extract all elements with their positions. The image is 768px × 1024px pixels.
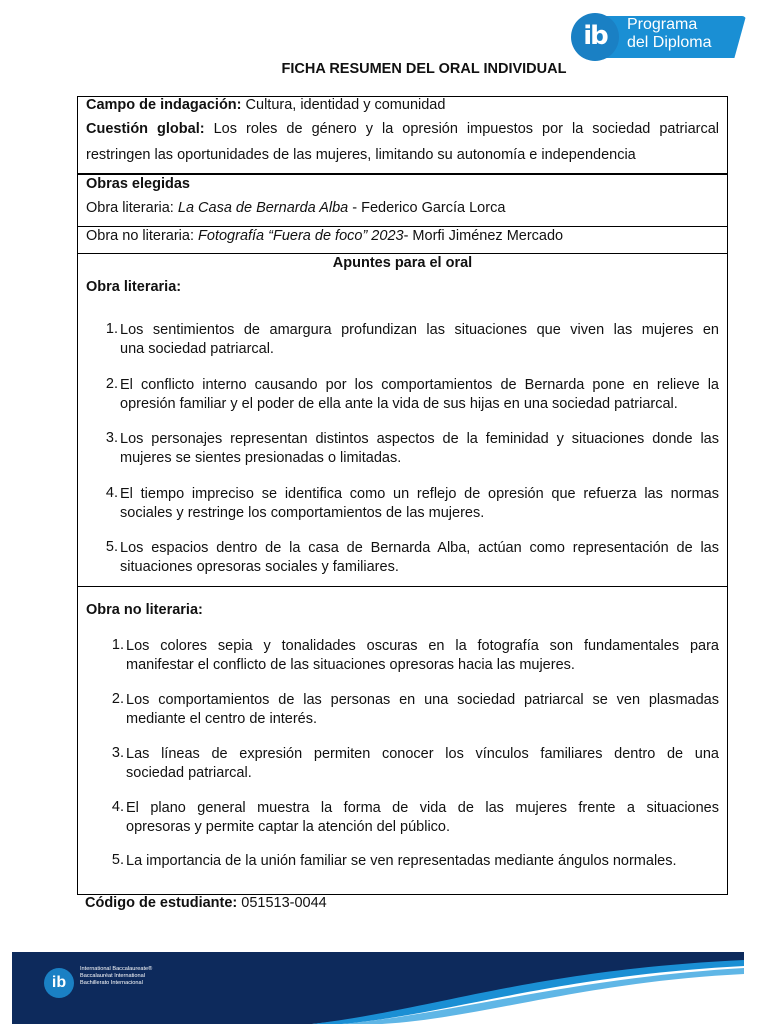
student-code-value: 051513-0044 — [237, 895, 327, 911]
literaria-heading: Obra literaria: — [86, 279, 182, 295]
student-code-label: Código de estudiante: — [85, 895, 238, 911]
apuntes-literaria-row: Apuntes para el oral Obra literaria: 1. Los sentimientos de amargura profundizan las situaciones que viven las mujeres en una sociedad patriarcal. 2. El conflicto interno causando por los comportamientos de Bernarda pone en relieve la opresión familiar y el poder de ella ante la vida de sus hijas en una sociedad patriarcal. 3. Los personajes representan distintos aspectos de la feminidad y situaciones donde las mujeres se sientes presionadas o limitadas. 4. El tiempo impreciso se identifica como un reflejo de opresión que refuerza las normas sociales y restringe los comportamientos de las mujeres. 5. Los espacios dentro de la casa de Bernarda Alba, actúan como representación de las situaciones opresoras sociales y familiares. — [78, 254, 727, 587]
footer-wave-graphic — [12, 952, 744, 1024]
obra-literaria-title: La Casa de Bernarda Alba — [177, 200, 349, 216]
obras-row — [78, 175, 727, 227]
campo-value: Cultura, identidad y comunidad — [241, 97, 446, 113]
cuestion-line-2: restringen las oportunidades de las mujeres, limitando su autonomía e independencia — [86, 147, 636, 163]
document-title: FICHA RESUMEN DEL ORAL INDIVIDUAL — [281, 61, 567, 77]
obra-no-literaria-row — [78, 227, 727, 254]
summary-table — [77, 96, 728, 895]
apuntes-heading: Apuntes para el oral — [332, 255, 473, 271]
logo-text: Programa del Diploma — [627, 16, 712, 51]
student-code — [85, 895, 327, 911]
ib-diploma-logo — [571, 13, 746, 61]
no-literaria-heading: Obra no literaria: — [86, 602, 203, 618]
cuestion-line-1: Cuestión global: Los roles de género y la opresión impuestos por la sociedad patriarcal — [86, 121, 719, 137]
obra-no-literaria-title: Fotografía “Fuera de foco” 2023 — [198, 228, 404, 244]
apuntes-no-literaria-row: Obra no literaria: 1. Los colores sepia y tonalidades oscuras en la fotografía son fundamentales para manifestar el conflicto de las situaciones opresoras hacia las mujeres. 2. Los comportamientos de las personas en una sociedad patriarcal se ven plasmadas mediante el centro de interés. 3. Las líneas de expresión permiten conocer los vínculos familiares dentro de una sociedad patriarcal. 4. El plano general muestra la forma de vida de las mujeres frente a situaciones opresoras y permite captar la atención del público. 5. La importancia de la unión familiar se ven representadas mediante ángulos normales. — [86, 602, 719, 869]
cuestion-label: Cuestión global: — [86, 121, 205, 137]
obras-heading: Obras elegidas — [86, 176, 190, 192]
footer-logo-text: International Baccalaureate® Baccalauréat International Bachillerato Internacional — [80, 966, 153, 986]
ib-footer-logo-icon: ib — [44, 968, 74, 998]
ib-logo-icon: ib — [571, 13, 619, 61]
obra-literaria-line: Obra literaria: La Casa de Bernarda Alba - Federico García Lorca — [86, 200, 506, 216]
obra-no-literaria-line: Obra no literaria: Fotografía “Fuera de foco” 2023- Morfi Jiménez Mercado — [86, 228, 564, 244]
campo-label: Campo de indagación: — [86, 97, 242, 113]
ib-footer-banner — [12, 952, 744, 1024]
campo-line — [86, 97, 719, 113]
campo-cuestion-row — [78, 97, 727, 175]
